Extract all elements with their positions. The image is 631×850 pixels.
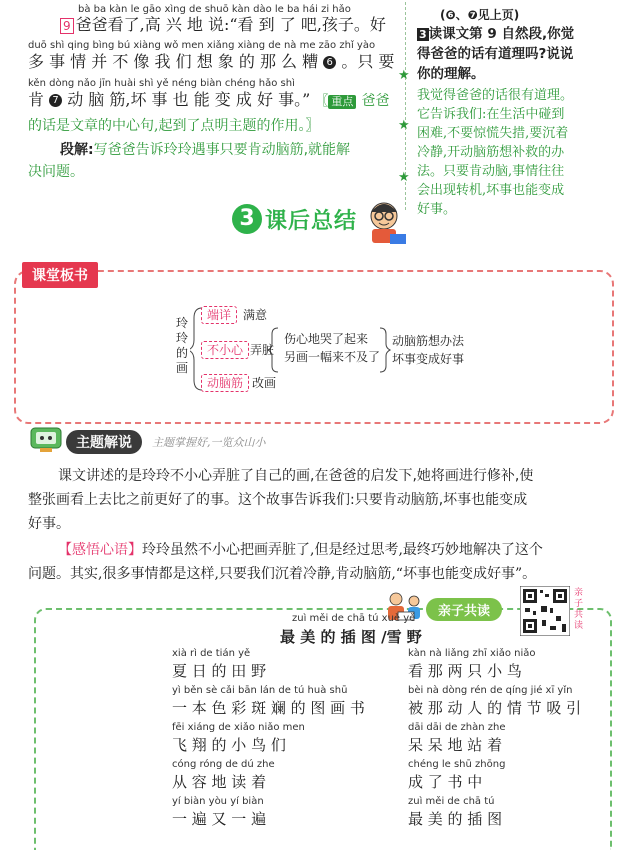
board-text-manyi: 满意 <box>243 308 268 322</box>
star-icon: ★ <box>398 68 410 83</box>
question-text-1: 读课文第 9 自然段,你觉 <box>428 26 575 42</box>
poem-line: 成 了 书 中 <box>408 773 483 791</box>
note-number-7: 7 <box>49 94 62 107</box>
question-text-2: 得爸爸的话有道理吗?说说 <box>417 46 574 62</box>
para-line-1-text: 爸爸看了,高 兴 地 说:“看 到 了 吧,孩子。好 <box>75 15 386 34</box>
board-branch-1: 伤心地哭了起来 <box>284 332 369 346</box>
theme-paragraph-3: 好事。 <box>28 516 70 532</box>
poem-line: 从 容 地 读 着 <box>172 773 267 791</box>
poem-line-pinyin: zuì měi de chā tú <box>408 796 495 807</box>
board-text-nongzang: 弄脏 <box>250 343 275 357</box>
see-previous-page-note: (❻、❼见上页) <box>440 8 520 22</box>
poem-line-pinyin: xià rì de tián yě <box>172 648 251 659</box>
pinyin-line-3: kěn dòng nǎo jīn huài shì yě néng biàn chéng hǎo shì <box>28 78 295 89</box>
insight-text-1: 玲玲虽然不小心把画弄脏了,但是经过思考,最终巧妙地解决了这个 <box>142 542 543 558</box>
theme-paragraph-1: 课文讲述的是玲玲不小心弄脏了自己的画,在爸爸的启发下,她将画进行修补,使 <box>58 468 534 484</box>
poem-line: 最 美 的 插 图 <box>408 810 503 828</box>
para-line-1 <box>60 15 386 35</box>
answer-line: 困难,不要惊慌失措,要沉着 <box>417 126 569 141</box>
paragraph-number: 9 <box>60 18 74 34</box>
poem-line: 被 那 动 人 的 情 节 吸 引 <box>408 699 582 717</box>
para-line-3: 肯 7 动 脑 筋,坏 事 也 能 变 成 好 事。” 〖 重点 爸爸 <box>28 90 390 109</box>
poem-line: 一 本 色 彩 斑 斓 的 图 画 书 <box>172 699 365 717</box>
insight-text-2: 问题。其实,很多事情都是这样,只要我们沉着冷静,肯动脑筋,“坏事也能变成好事”。 <box>28 566 537 582</box>
board-branch-2: 另画一幅来不及了 <box>284 350 381 364</box>
theme-title: 主题解说 <box>66 430 142 454</box>
answer-block <box>417 86 573 219</box>
parent-child-reading-label: 亲子共读 <box>426 598 502 621</box>
board-pill-duanxiang: 端详 <box>201 306 237 324</box>
question-number: 3 <box>419 28 427 41</box>
para-line-2-text: 多 事 情 并 不 像 我 们 想 象 的 那 么 糟 <box>28 52 319 71</box>
pinyin-line-2: duō shì qing bìng bú xiàng wǒ men xiǎng xiàng de nà me zāo zhǐ yào <box>28 40 376 51</box>
poem-line-pinyin: kàn nà liǎng zhī xiǎo niǎo <box>408 648 536 659</box>
board-result-2: 坏事变成好事 <box>392 352 465 366</box>
section-number-badge: 3 <box>232 204 262 234</box>
board-tag: 课堂板书 <box>22 262 98 288</box>
poem-line: 飞 翔 的 小 鸟 们 <box>172 736 286 754</box>
parent-child-side-label: 亲子共读 <box>574 588 584 631</box>
answer-line: 它告诉我们:在生活中碰到 <box>417 107 565 122</box>
board-text-gaihua: 改画 <box>252 376 277 390</box>
poem-line-pinyin: dāi dāi de zhàn zhe <box>408 722 506 733</box>
para-line-3b: 动 脑 筋,坏 事 也 能 变 成 好 事。” <box>67 90 311 109</box>
insight-label: 【感悟心语】 <box>58 542 142 558</box>
key-point-text-2: 的话是文章的中心句,起到了点明主题的作用。〗 <box>28 118 320 134</box>
question-3 <box>417 24 574 84</box>
poem-title-pinyin: zuì měi de chā tú xuě yě <box>292 613 416 624</box>
poem-line-pinyin: bèi nà dòng rén de qíng jié xī yǐn <box>408 685 573 696</box>
poem-line-pinyin: cóng róng de dú zhe <box>172 759 275 770</box>
board-pill-dongnaojin: 动脑筋 <box>201 374 249 392</box>
note-number-6: 6 <box>323 56 336 69</box>
answer-line: 法。只要肯动脑,事情往往 <box>417 164 565 179</box>
poem-line: 呆 呆 地 站 着 <box>408 736 503 754</box>
star-icon: ★ <box>398 170 410 185</box>
poem-line-pinyin: yí biàn yòu yí biàn <box>172 796 264 807</box>
poem-line: 夏 日 的 田 野 <box>172 662 267 680</box>
theme-slogan: 主题掌握好,一览众山小 <box>152 436 266 449</box>
poem-line-pinyin: yì běn sè cǎi bān lán de tú huà shū <box>172 685 348 696</box>
board-pill-buxiaoxin: 不小心 <box>201 341 249 359</box>
board-result-1: 动脑筋想办法 <box>392 334 465 348</box>
poem-title: 最 美 的 插 图 /雪 野 <box>280 628 422 646</box>
analysis-label: 段解: <box>60 142 94 158</box>
qr-code-icon <box>520 586 570 636</box>
para-line-2-end: 。只 要 <box>341 52 395 71</box>
question-text-3: 你的理解。 <box>417 66 485 82</box>
answer-line: 好事。 <box>417 202 457 217</box>
answer-line: 冷静,开动脑筋想补救的办 <box>417 145 565 160</box>
theme-paragraph-2: 整张画看上去比之前更好了的事。这个故事告诉我们:只要肯动脑筋,坏事也能变成 <box>28 492 528 508</box>
answer-line: 我觉得爸爸的话很有道理。 <box>417 88 574 103</box>
pinyin-line-1: bà ba kàn le gāo xìng de shuō kàn dào le ba hái zi hǎo <box>78 4 351 15</box>
star-icon: ★ <box>398 118 410 133</box>
poem-line-pinyin: fēi xiáng de xiǎo niǎo men <box>172 722 305 733</box>
paragraph-analysis <box>60 139 350 159</box>
answer-line: 会出现转机,坏事也能变成 <box>417 183 565 198</box>
key-point-text-1: 爸爸 <box>361 93 390 109</box>
insight-line-1 <box>58 538 543 562</box>
poem-line-pinyin: chéng le shū zhōng <box>408 759 506 770</box>
analysis-text-2: 决问题。 <box>28 164 84 180</box>
para-line-2 <box>28 52 394 72</box>
para-line-3a: 肯 <box>28 90 45 109</box>
poem-line: 看 那 两 只 小 鸟 <box>408 662 522 680</box>
poem-line: 一 遍 又 一 遍 <box>172 810 267 828</box>
tv-robot-icon <box>28 424 68 454</box>
cartoon-boy-icon <box>362 198 410 248</box>
board-vertical-title: 玲 玲 的 画 <box>176 316 189 375</box>
key-point-badge: 重点 <box>328 95 356 109</box>
section-title: 课后总结 <box>265 209 358 234</box>
analysis-text-1: 写爸爸告诉玲玲遇事只要肯动脑筋,就能解 <box>93 142 351 158</box>
